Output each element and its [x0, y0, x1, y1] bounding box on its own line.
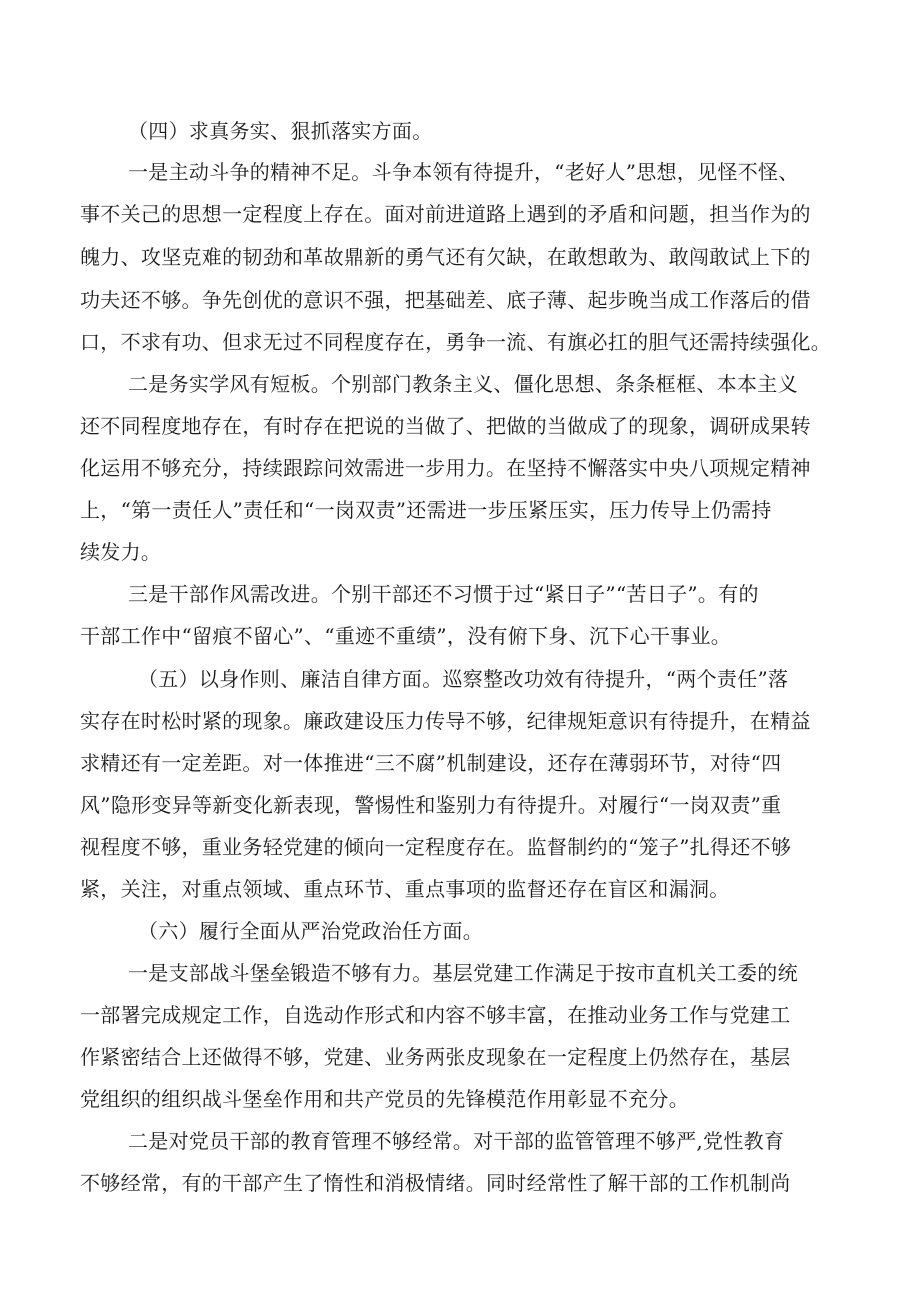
- paragraph-line: 作紧密结合上还做得不够，党建、业务两张皮现象在一定程度上仍然存在，基层: [80, 1045, 791, 1069]
- paragraph-line: 干部工作中“留痕不留心”、“重迹不重绩”，没有俯下身、沉下心干事业。: [80, 624, 732, 648]
- section-heading-5: （五）以身作则、廉洁自律方面。巡察整改功效有待提升，“两个责任”落: [138, 667, 789, 691]
- paragraph-line: 还不同程度地存在，有时存在把说的当做了、把做的当做成了的现象，调研成果转: [80, 414, 811, 438]
- paragraph-line: 续发力。: [80, 540, 162, 564]
- paragraph-line: 一部署完成规定工作，自选动作形式和内容不够丰富，在推动业务工作与党建工: [80, 1003, 791, 1027]
- paragraph-line: 党组织的组织战斗堡垒作用和共产党员的先锋模范作用彰显不充分。: [80, 1087, 689, 1111]
- paragraph-line: 功夫还不够。争先创优的意识不强，把基础差、底子薄、起步晚当成工作落后的借: [80, 288, 811, 312]
- paragraph-line: 求精还有一定差距。对一体推进“三不腐”机制建设，还存在薄弱环节，对待“四: [80, 751, 782, 775]
- paragraph-line: 魄力、攻坚克难的韧劲和革故鼎新的勇气还有欠缺，在敢想敢为、敢闯敢试上下的: [80, 245, 811, 269]
- paragraph-line: 实存在时松时紧的现象。廉政建设压力传导不够，纪律规矩意识有待提升，在精益: [80, 709, 811, 733]
- paragraph-line: 化运用不够充分，持续跟踪问效需进一步用力。在坚持不懈落实中央八项规定精神: [80, 456, 811, 480]
- paragraph-line: 二是务实学风有短板。个别部门教条主义、僵化思想、条条框框、本本主义: [128, 372, 798, 396]
- paragraph-line: 三是干部作风需改进。个别干部还不习惯于过“紧日子”“苦日子”。有的: [128, 582, 759, 606]
- paragraph-line: 风”隐形变异等新变化新表现，警惕性和鉴别力有待提升。对履行“一岗双责”重: [80, 793, 782, 817]
- paragraph-line: 紧，关注，对重点领域、重点环节、重点事项的监督还存在盲区和漏洞。: [80, 877, 730, 901]
- paragraph-line: 事不关己的思想一定程度上存在。面对前进道路上遇到的矛盾和问题，担当作为的: [80, 202, 811, 226]
- paragraph-line: 视程度不够，重业务轻党建的倾向一定程度存在。监督制约的“笼子”扎得还不够: [80, 835, 792, 859]
- paragraph-line: 口，不求有功、但求无过不同程度存在，勇争一流、有旗必扛的胆气还需持续强化。: [80, 330, 832, 354]
- paragraph-line: 一是支部战斗堡垒锻造不够有力。基层党建工作满足于按市直机关工委的统: [128, 961, 798, 985]
- paragraph-line: 上，“第一责任人”责任和“一岗双责”还需进一步压紧压实，压力传导上仍需持: [80, 498, 772, 522]
- paragraph-line: 二是对党员干部的教育管理不够经常。对干部的监管管理不够严,党性教育: [128, 1129, 785, 1153]
- paragraph-line: 一是主动斗争的精神不足。斗争本领有待提升，“老好人”思想，见怪不怪、: [128, 160, 799, 184]
- paragraph-line: 不够经常，有的干部产生了惰性和消极情绪。同时经常性了解干部的工作机制尚: [80, 1171, 791, 1195]
- section-heading-6: （六）履行全面从严治党政治任方面。: [138, 919, 484, 943]
- section-heading-4: （四）求真务实、狠抓落实方面。: [128, 119, 433, 143]
